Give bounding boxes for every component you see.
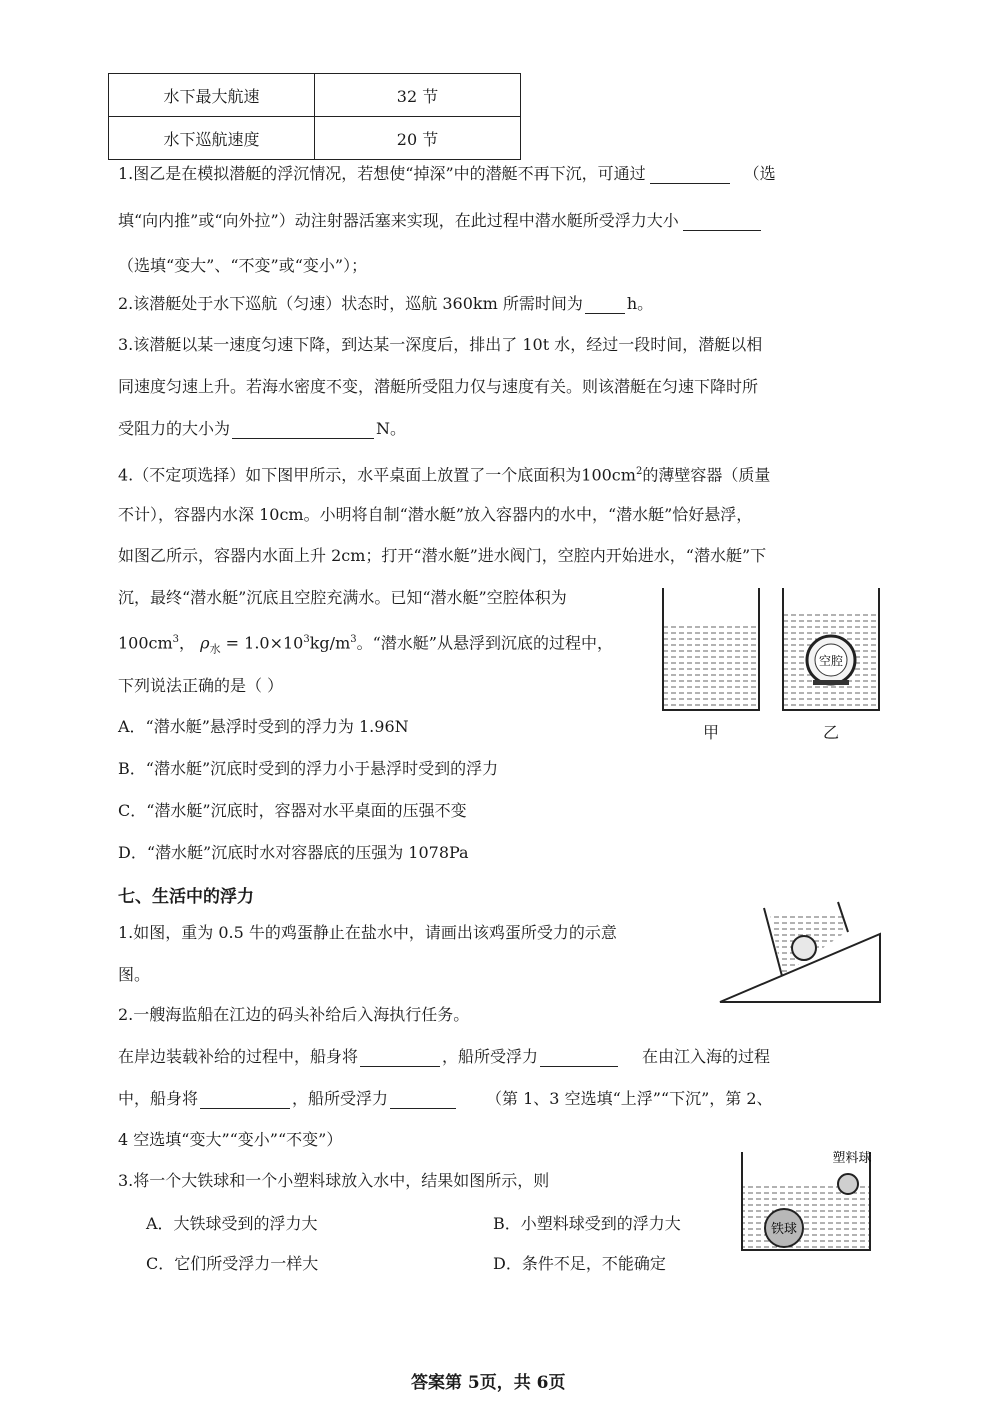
answer-blank[interactable] <box>232 422 374 439</box>
s7-q3-option-a[interactable]: A．大铁球受到的浮力大 <box>146 1214 318 1233</box>
q4-option-c[interactable]: C．“潜水艇”沉底时，容器对水平桌面的压强不变 <box>118 801 467 820</box>
answer-blank[interactable] <box>390 1092 456 1109</box>
egg-incline-figure <box>718 902 888 1012</box>
s7-q2-line-2 <box>118 1047 770 1067</box>
table-cell-label: 水下巡航速度 <box>109 117 315 160</box>
q4-line-4: 沉，最终“潜水艇”沉底且空腔充满水。已知“潜水艇”空腔体积为 <box>118 588 567 607</box>
answer-blank[interactable] <box>360 1050 440 1067</box>
q4-option-d[interactable]: D．“潜水艇”沉底时水对容器底的压强为 1078Pa <box>118 843 469 862</box>
q1-line-3: （选填“变大”、“不变”或“变小”）； <box>118 256 368 275</box>
balls-in-water-figure <box>740 1148 875 1253</box>
s7-q2-text: 中，船身将 <box>118 1089 199 1108</box>
q2-text: 2.该潜艇处于水下巡航（匀速）状态时，巡航 360km 所需时间为 <box>118 294 583 313</box>
q4-text: 100cm <box>118 633 173 653</box>
q3-line-2: 同速度匀速上升。若海水密度不变，潜艇所受阻力仅与速度有关。则该潜艇在匀速下降时所 <box>118 377 759 396</box>
q4-line-5 <box>118 630 613 660</box>
q4-text: 4.（不定项选择）如下图甲所示，水平桌面上放置了一个底面积为100cm <box>118 465 636 485</box>
s7-q2-text: 在岸边装载补给的过程中，船身将 <box>118 1047 359 1066</box>
s7-q2-line-3 <box>118 1089 773 1109</box>
rho-symbol: ρ <box>200 633 210 653</box>
q1-text: 1.图乙是在模拟潜艇的浮沉情况，若想使“掉深”中的潜艇不再下沉，可通过 <box>118 164 646 183</box>
subscript: 水 <box>209 642 221 656</box>
s7-q2-line-4: 4 空选填“变大”“变小”“不变”） <box>118 1130 343 1149</box>
superscript: 3 <box>172 634 180 645</box>
s7-q1-line-2: 图。 <box>118 965 151 984</box>
q2-text: h。 <box>626 294 654 313</box>
answer-blank[interactable] <box>200 1092 290 1109</box>
superscript: 3 <box>303 634 310 645</box>
section-heading: 七、生活中的浮力 <box>118 887 254 907</box>
q1-line-1 <box>118 164 776 184</box>
q4-text: 的薄壁容器（质量 <box>642 465 771 485</box>
figure-label-jia: 甲 <box>703 723 720 742</box>
answer-blank[interactable] <box>650 167 730 184</box>
q1-line-2 <box>118 211 761 231</box>
page-footer: 答案第 5页，共 6页 <box>411 1373 566 1393</box>
q1-text: （选 <box>743 164 776 183</box>
q4-text: kg/m <box>309 633 351 653</box>
q1-text: 填“向内推”或“向外拉”）动注射器活塞来实现，在此过程中潜水艇所受浮力大小 <box>118 211 679 230</box>
q4-line-1 <box>118 462 770 485</box>
superscript: 2 <box>635 466 643 477</box>
s7-q1-line-1: 1.如图，重为 0.5 牛的鸡蛋静止在盐水中，请画出该鸡蛋所受力的示意 <box>118 923 617 942</box>
answer-blank[interactable] <box>683 214 761 231</box>
q4-option-b[interactable]: B．“潜水艇”沉底时受到的浮力小于悬浮时受到的浮力 <box>118 759 499 778</box>
s7-q2-text: （第 1、3 空选填“上浮”“下沉”，第 2、 <box>486 1089 773 1108</box>
s7-q3-line-1: 3.将一个大铁球和一个小塑料球放入水中，结果如图所示，则 <box>118 1171 550 1190</box>
water-fill-jia <box>663 624 759 710</box>
q4-option-a[interactable]: A．“潜水艇”悬浮时受到的浮力为 1.96N <box>118 717 409 736</box>
plastic-ball <box>838 1174 858 1194</box>
container-figures <box>655 588 885 738</box>
q4-text: = 1.0×10 <box>220 633 304 653</box>
s7-q2-text: ，船所受浮力 <box>292 1089 389 1108</box>
q4-line-3: 如图乙所示，容器内水面上升 2cm；打开“潜水艇”进水阀门，空腔内开始进水，“潜水艇”下 <box>118 546 767 565</box>
q4-line-6: 下列说法正确的是（ ） <box>118 676 284 695</box>
iron-ball-label: 铁球 <box>770 1222 798 1237</box>
plastic-ball-label: 塑料球 <box>832 1151 872 1166</box>
spec-table <box>108 73 521 160</box>
q2-line <box>118 294 653 314</box>
q3-text: N。 <box>376 419 407 438</box>
superscript: 3 <box>350 634 357 645</box>
s7-q2-line-1: 2.一艘海监船在江边的码头补给后入海执行任务。 <box>118 1005 470 1024</box>
submarine-base <box>813 680 849 685</box>
q3-line-3 <box>118 419 406 439</box>
table-row <box>109 117 521 160</box>
q4-text: ， <box>179 633 196 653</box>
egg <box>792 936 816 960</box>
s7-q3-option-d[interactable]: D．条件不足，不能确定 <box>493 1254 666 1273</box>
s7-q3-option-c[interactable]: C．它们所受浮力一样大 <box>146 1254 319 1273</box>
cavity-label: 空腔 <box>818 654 844 668</box>
figure-label-yi: 乙 <box>823 723 840 742</box>
q4-line-2: 不计），容器内水深 10cm。小明将自制“潜水艇”放入容器内的水中，“潜水艇”恰好悬浮， <box>118 505 753 524</box>
q3-line-1: 3.该潜艇以某一速度匀速下降，到达某一深度后，排出了 10t 水，经过一段时间，潜艇以相 <box>118 335 763 354</box>
answer-blank[interactable] <box>585 297 625 314</box>
q4-text: 。“潜水艇”从悬浮到沉底的过程中， <box>356 633 613 653</box>
table-cell-label: 水下最大航速 <box>109 74 315 117</box>
q3-text: 受阻力的大小为 <box>118 419 231 438</box>
table-cell-value: 32 节 <box>315 74 521 117</box>
s7-q2-text: ，船所受浮力 <box>442 1047 539 1066</box>
answer-blank[interactable] <box>540 1050 618 1067</box>
table-row <box>109 74 521 117</box>
s7-q2-text: 在由江入海的过程 <box>642 1047 771 1066</box>
s7-q3-option-b[interactable]: B．小塑料球受到的浮力大 <box>493 1214 681 1233</box>
table-cell-value: 20 节 <box>315 117 521 160</box>
